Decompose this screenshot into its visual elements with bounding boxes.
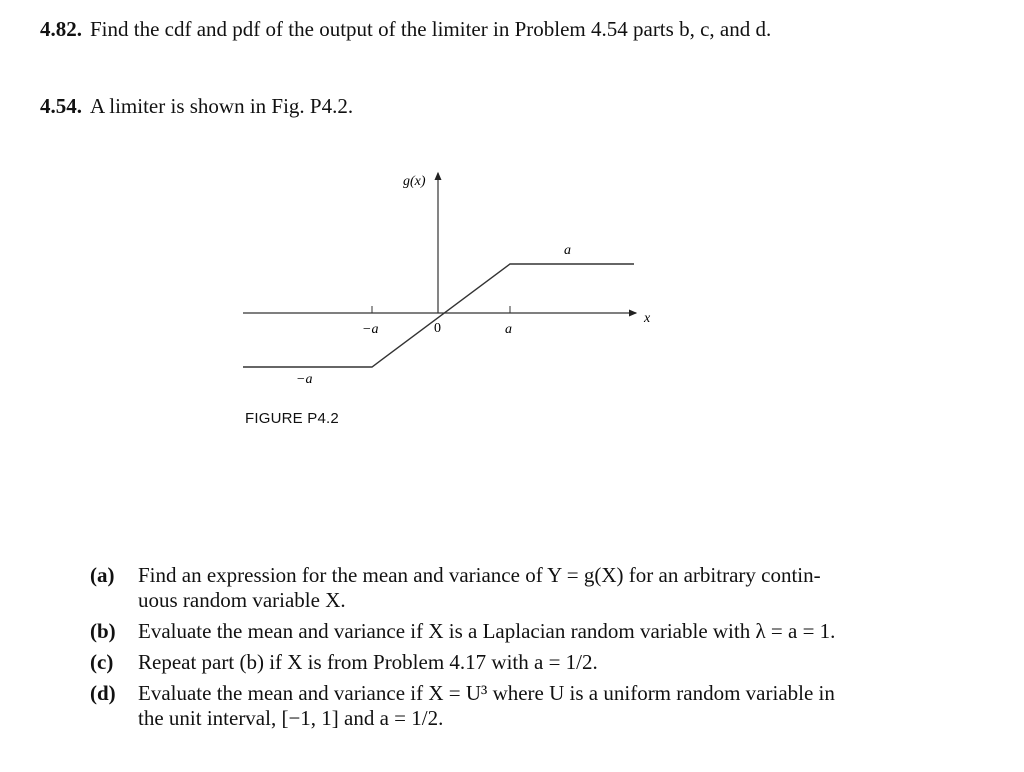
part-text-line2: uous random variable X. [138, 588, 346, 612]
lower-level-label: −a [296, 372, 313, 387]
part-text-line2: the unit interval, [−1, 1] and a = 1/2. [138, 706, 444, 730]
upper-level-label: a [564, 243, 571, 258]
part-a [90, 563, 990, 613]
part-text-line1: Repeat part (b) if X is from Problem 4.17 with a = 1/2. [138, 650, 598, 674]
part-b [90, 619, 990, 644]
part-label: (a) [90, 563, 115, 587]
part-text-line1: Evaluate the mean and variance if X is a Laplacian random variable with λ = a = 1. [138, 619, 836, 643]
tick-zero-label: 0 [434, 321, 441, 336]
tick-neg-a-label: −a [362, 322, 379, 337]
problem-text: A limiter is shown in Fig. P4.2. [90, 94, 354, 118]
y-axis-label: g(x) [403, 174, 426, 189]
part-label: (b) [90, 619, 116, 643]
problem-parts-list [90, 563, 990, 737]
problem-4-54 [40, 94, 353, 119]
part-c [90, 650, 990, 675]
x-axis-label: x [644, 311, 651, 326]
part-label: (c) [90, 650, 114, 674]
figure-caption: FIGURE P4.2 [245, 410, 339, 427]
problem-number: 4.82. [40, 17, 82, 41]
part-label: (d) [90, 681, 116, 705]
part-text-line1: Find an expression for the mean and variance of Y = g(X) for an arbitrary contin- [138, 563, 821, 587]
part-text-line1: Evaluate the mean and variance if X = U³ where U is a uniform random variable in [138, 681, 835, 705]
problem-4-82 [40, 17, 771, 42]
limiter-figure [238, 160, 678, 440]
problem-number: 4.54. [40, 94, 82, 118]
part-d [90, 681, 990, 731]
tick-pos-a-label: a [505, 322, 512, 337]
problem-text: Find the cdf and pdf of the output of the limiter in Problem 4.54 parts b, c, and d. [90, 17, 772, 41]
